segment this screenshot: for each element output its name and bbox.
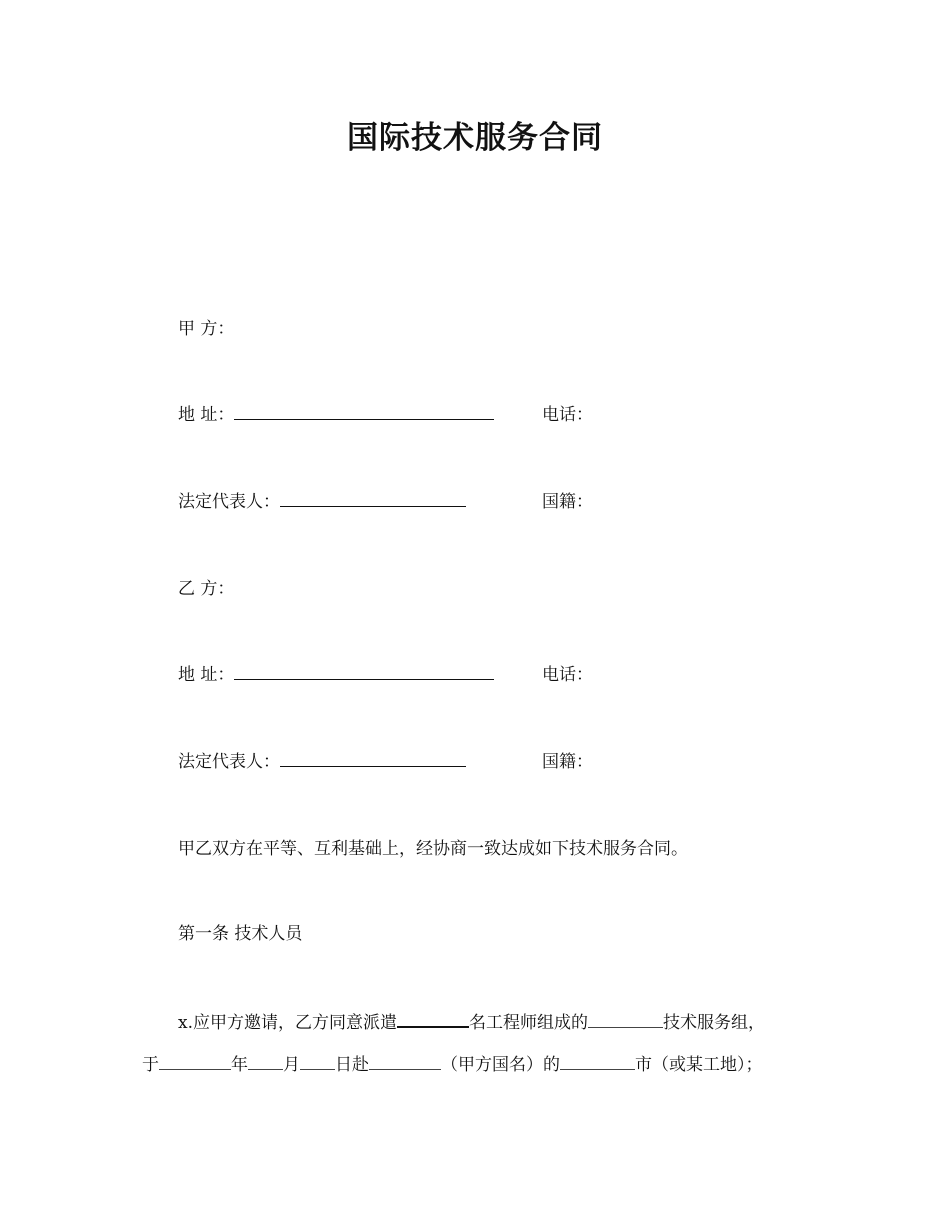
party-b-label: 乙 方： [178,579,235,599]
party-a-nationality-label: 国籍： [542,492,593,512]
party-b-address-label: 地 址： [178,665,235,685]
party-b-nationality-label: 国籍： [542,752,593,772]
party-a-address-label: 地 址： [178,405,235,425]
year-blank[interactable] [159,1053,231,1070]
city-blank[interactable] [560,1053,635,1070]
party-a-rep-row [178,490,466,514]
party-a-address-row [178,403,494,427]
party-b-rep-row [178,750,466,774]
party-a-address-blank[interactable] [234,403,494,420]
clause-text: 年 [231,1055,248,1075]
engineer-count-blank[interactable] [397,1010,469,1028]
clause-text: 日赴 [335,1055,369,1075]
group-name-blank[interactable] [588,1011,663,1028]
party-a-label: 甲 方： [178,319,235,339]
month-blank[interactable] [248,1053,283,1070]
party-b-phone-label: 电话： [542,665,593,685]
clause-text: x.应甲方邀请，乙方同意派遣 [178,1013,397,1033]
clause-text: 月 [283,1055,300,1075]
article-1-clause-1-line-2 [142,1053,763,1077]
day-blank[interactable] [300,1053,335,1070]
clause-text: 于 [142,1055,159,1075]
article-1-clause-1-line-1 [178,1010,765,1034]
party-a-phone-label: 电话： [542,405,593,425]
party-a-rep-label: 法定代表人： [178,492,280,512]
party-a-rep-blank[interactable] [280,490,466,507]
article-1-heading: 第一条 技术人员 [178,924,303,944]
clause-text: 市（或某工地）； [635,1055,763,1075]
country-blank[interactable] [369,1053,441,1070]
party-b-address-row [178,663,494,687]
party-b-rep-blank[interactable] [280,750,466,767]
party-b-rep-label: 法定代表人： [178,752,280,772]
clause-text: （甲方国名）的 [441,1055,560,1075]
intro-paragraph: 甲乙双方在平等、互利基础上，经协商一致达成如下技术服务合同。 [178,839,688,859]
clause-text: 名工程师组成的 [469,1013,588,1033]
document-title: 国际技术服务合同 [347,120,603,156]
clause-text: 技术服务组， [663,1013,765,1033]
party-b-address-blank[interactable] [234,663,494,680]
